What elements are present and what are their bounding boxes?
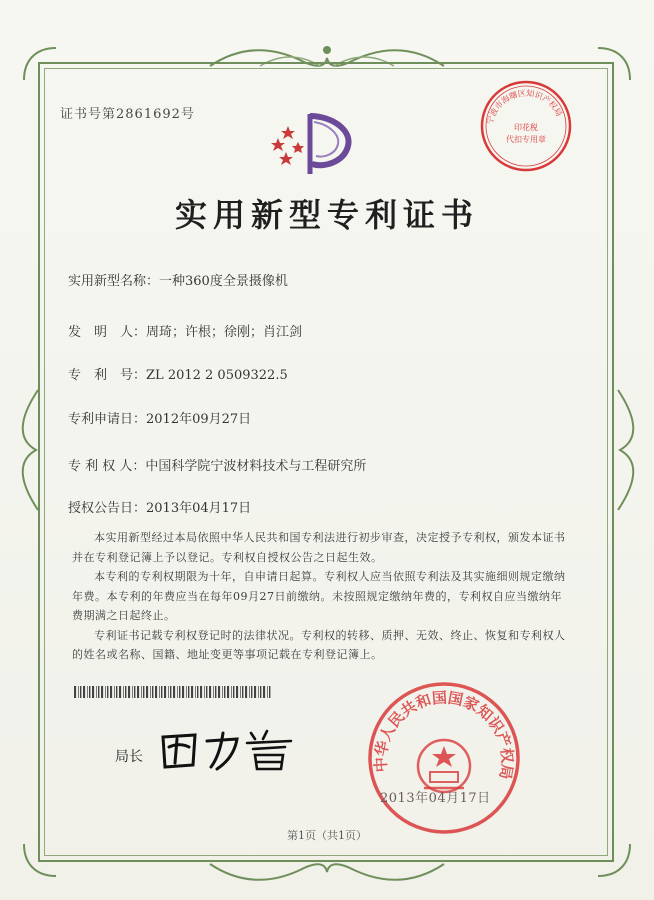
field-value: 周琦；许根；徐刚；肖江剑 xyxy=(146,325,303,340)
field-application-date xyxy=(68,408,251,427)
field-value: 一种360度全景摄像机 xyxy=(159,274,288,289)
page-number: 第1页（共1页） xyxy=(287,829,367,842)
director-signature xyxy=(155,725,305,775)
certificate-number: 证书号第2861692号 xyxy=(60,107,195,122)
body-paragraph-3: 专利证书记载专利权登记时的法律状况。专利权的转移、质押、无效、终止、恢复和专利权人的姓名或名称、国籍、地址变更等事项记载在专利登记簿上。 xyxy=(72,628,566,661)
field-patentee xyxy=(68,455,366,474)
director-label: 局长 xyxy=(115,749,143,765)
sipo-logo-icon xyxy=(262,108,358,180)
sipo-official-seal xyxy=(366,680,522,836)
field-value: 中国科学院宁波材料技术与工程研究所 xyxy=(145,459,367,474)
bottom-ornament xyxy=(200,858,454,888)
field-utility-model-name xyxy=(68,270,288,289)
field-value: 2013年04月17日 xyxy=(146,501,252,516)
body-paragraph-1: 本实用新型经过本局依照中华人民共和国专利法进行初步审查，决定授予专利权，颁发本证书并在专利登记簿上予以登记。专利权自授权公告之日起生效。 xyxy=(72,531,566,564)
body-paragraph-2: 本专利的专利权期限为十年，自申请日起算。专利权人应当依照专利法及其实施细则规定缴纳年费。本专利的年费应当在每年09月27日前缴纳。未按照规定缴纳年费的，专利权自应当缴纳年费期满之日起终止。 xyxy=(72,570,566,622)
field-grant-date xyxy=(68,497,251,516)
field-label: 专利申请日： xyxy=(68,412,147,427)
svg-text:宁波市海曙区知识产权局: 宁波市海曙区知识产权局 xyxy=(485,88,564,126)
field-value: 2012年09月27日 xyxy=(146,412,252,427)
field-value: ZL 2012 2 0509322.5 xyxy=(146,368,288,383)
field-label: 专 利 号： xyxy=(68,368,147,383)
field-patent-number xyxy=(68,364,288,383)
field-label: 专 利 权 人： xyxy=(68,459,146,474)
certificate-title: 实用新型专利证书 xyxy=(174,196,479,234)
tax-seal-stamp xyxy=(478,78,574,174)
field-label: 实用新型名称： xyxy=(68,274,160,289)
certificate-body xyxy=(72,528,572,665)
svg-text:印花税: 印花税 xyxy=(514,123,538,132)
field-label: 发 明 人： xyxy=(68,325,147,340)
svg-text:代扣专用章: 代扣专用章 xyxy=(506,135,546,144)
field-label: 授权公告日： xyxy=(68,501,147,516)
barcode xyxy=(74,686,274,698)
issue-date: 2013年04月17日 xyxy=(380,791,491,806)
right-ornament xyxy=(612,380,648,520)
svg-text:中华人民共和国国家知识产权局: 中华人民共和国国家知识产权局 xyxy=(371,688,517,781)
field-inventors xyxy=(68,321,302,340)
